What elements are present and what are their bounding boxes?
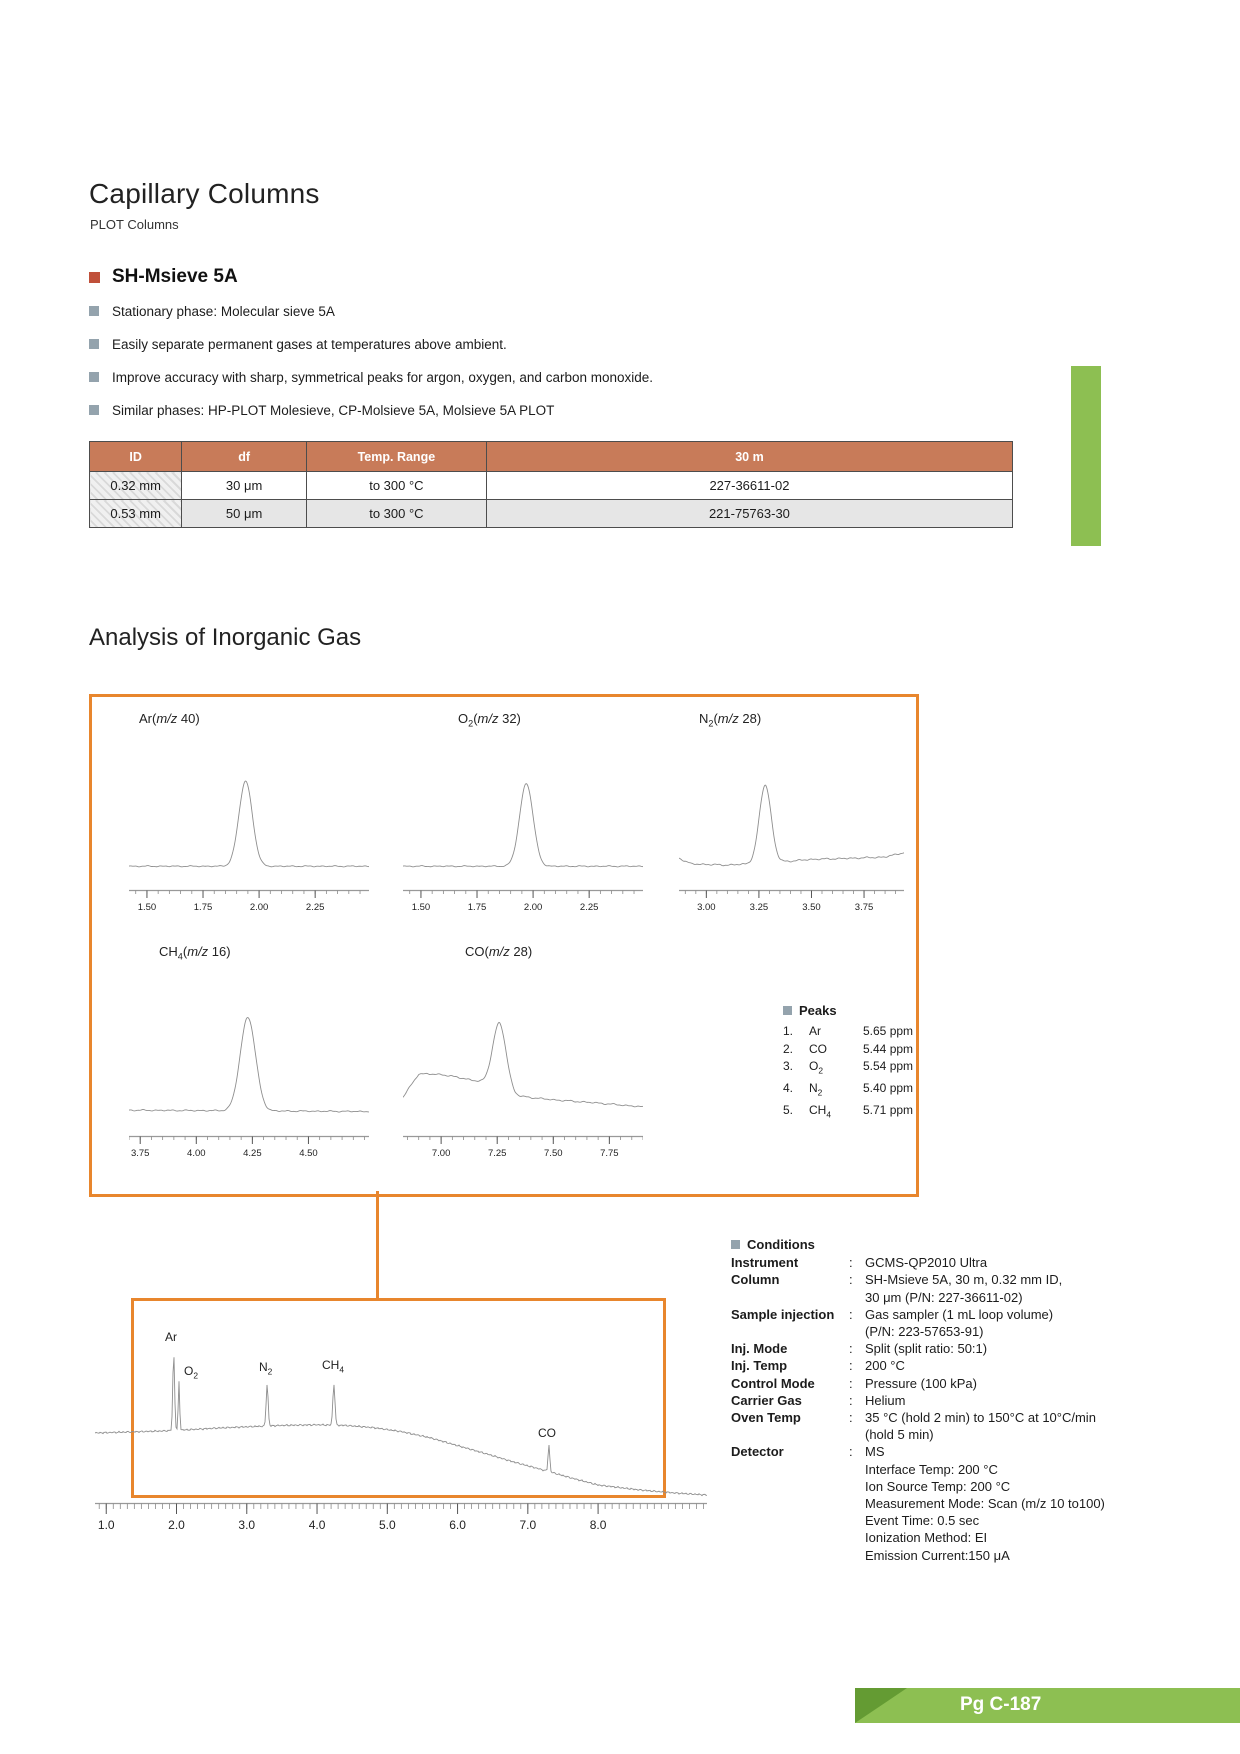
condition-separator: : — [849, 1341, 853, 1357]
time-axis — [679, 889, 904, 918]
svg-text:1.50: 1.50 — [411, 902, 431, 913]
condition-row — [731, 1409, 1171, 1443]
condition-separator: : — [849, 1272, 853, 1288]
condition-label: Inj. Mode — [731, 1341, 788, 1357]
gray-square-bullet-icon — [783, 1006, 792, 1015]
table-row — [90, 500, 1013, 528]
chromatogram-trace — [679, 757, 904, 877]
peak-number: 1. — [783, 1024, 794, 1038]
peak-number: 5. — [783, 1102, 794, 1117]
conditions-header — [731, 1236, 1171, 1253]
condition-separator: : — [849, 1410, 853, 1426]
cell-id: 0.53 mm — [90, 500, 182, 528]
analysis-heading: Analysis of Inorganic Gas — [89, 624, 362, 651]
col-header-id: ID — [90, 442, 182, 472]
condition-label: Carrier Gas — [731, 1392, 802, 1408]
condition-value: Pressure (100 kPa) — [865, 1375, 977, 1391]
condition-label: Column — [731, 1272, 780, 1288]
svg-text:2.25: 2.25 — [579, 902, 599, 913]
mini-chart-ar — [129, 711, 369, 918]
mini-chart-n2 — [679, 711, 904, 918]
condition-value: MS Interface Temp: 200 °C Ion Source Temp: 200 °C Measurement Mode: Scan (m/z 10 to100) Event Time: 0.5 sec Ionization Method: EI Emission Current:150 μA — [865, 1444, 1105, 1563]
chart-title: $CH_4(m/z$ 16) — [159, 944, 231, 962]
svg-text:2.0: 2.0 — [168, 1518, 185, 1532]
time-axis — [403, 889, 643, 918]
mini-chart-ch4 — [129, 944, 369, 1164]
peak-label-ar: Ar — [165, 1330, 177, 1344]
condition-value: Helium — [865, 1392, 906, 1408]
chromatogram-panel — [89, 694, 919, 1197]
peak-label-ch4: $CH_4$ — [322, 1358, 345, 1375]
peak-label-co: CO — [538, 1426, 556, 1440]
feature-text: Easily separate permanent gases at temperatures above ambient. — [112, 337, 507, 352]
peak-compound: $CH_4$ — [809, 1102, 832, 1120]
peak-concentration: 5.44 ppm — [863, 1041, 914, 1056]
legend-item — [783, 1043, 913, 1056]
peak-concentration: 5.54 ppm — [863, 1059, 914, 1073]
svg-text:1.75: 1.75 — [193, 902, 213, 913]
svg-text:3.00: 3.00 — [697, 902, 716, 913]
svg-text:1.50: 1.50 — [137, 902, 157, 913]
peaks-legend-title: Peaks — [799, 1003, 837, 1018]
col-header-df: df — [182, 442, 307, 472]
condition-label: Detector — [731, 1444, 784, 1460]
time-axis — [403, 1135, 643, 1164]
legend-item — [783, 1104, 913, 1121]
legend-item — [783, 1060, 913, 1077]
svg-text:2.25: 2.25 — [305, 902, 325, 913]
peaks-legend-header — [783, 1003, 913, 1018]
time-axis — [129, 1135, 369, 1164]
svg-text:4.00: 4.00 — [187, 1148, 206, 1159]
chromatogram-trace — [129, 988, 369, 1123]
svg-text:3.50: 3.50 — [802, 902, 821, 913]
section-edge-tab — [1071, 366, 1101, 546]
gray-square-bullet-icon — [731, 1240, 740, 1249]
svg-text:1.75: 1.75 — [467, 902, 487, 913]
legend-item — [783, 1082, 913, 1099]
feature-bullet — [89, 337, 507, 352]
time-axis — [129, 889, 369, 918]
chromatogram-trace — [129, 757, 369, 877]
chromatogram-trace — [403, 757, 643, 877]
svg-text:7.25: 7.25 — [487, 1148, 507, 1159]
mini-chart-o2 — [403, 711, 643, 918]
condition-row — [731, 1254, 1171, 1271]
condition-value: 35 °C (hold 2 min) to 150°C at 10°C/min (hold 5 min) — [865, 1410, 1096, 1443]
col-header-temp: Temp. Range — [306, 442, 486, 472]
svg-text:5.0: 5.0 — [378, 1518, 396, 1532]
cell-part-number: 221-75763-30 — [486, 500, 1012, 528]
condition-separator: : — [849, 1392, 853, 1408]
peak-compound: CO — [809, 1041, 827, 1056]
peak-number: 4. — [783, 1080, 794, 1095]
spec-table — [89, 441, 1013, 528]
chromatogram-trace — [95, 1300, 707, 1505]
cell-temp: to 300 °C — [306, 472, 486, 500]
condition-label: Instrument — [731, 1255, 799, 1271]
conditions-panel — [731, 1236, 1171, 1564]
peak-concentration: 5.65 ppm — [863, 1024, 914, 1038]
chromatogram-trace — [403, 988, 643, 1123]
chart-title: $O_2(m/z$ 32) — [458, 711, 521, 729]
table-row — [90, 472, 1013, 500]
condition-label: Oven Temp — [731, 1410, 801, 1426]
peak-concentration: 5.40 ppm — [863, 1080, 914, 1095]
peak-label-o2: $O_2$ — [184, 1364, 199, 1381]
condition-label: Control Mode — [731, 1375, 815, 1391]
condition-label: Sample injection — [731, 1306, 835, 1322]
feature-text: Improve accuracy with sharp, symmetrical peaks for argon, oxygen, and carbon monoxide. — [112, 370, 654, 385]
condition-row — [731, 1443, 1171, 1563]
svg-text:7.0: 7.0 — [519, 1518, 537, 1532]
footer-banner — [855, 1688, 1240, 1723]
page-number: Pg C-187 — [960, 1694, 1042, 1715]
peak-number: 3. — [783, 1059, 794, 1073]
condition-label: Inj. Temp — [731, 1358, 788, 1374]
feature-text: Stationary phase: Molecular sieve 5A — [112, 304, 335, 319]
gray-square-bullet-icon — [89, 339, 99, 349]
peak-concentration: 5.71 ppm — [863, 1102, 914, 1117]
feature-bullet — [89, 304, 335, 319]
feature-bullet — [89, 370, 653, 385]
svg-text:3.0: 3.0 — [238, 1518, 256, 1532]
gray-square-bullet-icon — [89, 306, 99, 316]
gray-square-bullet-icon — [89, 372, 99, 382]
condition-value: 200 °C — [865, 1358, 905, 1374]
condition-separator: : — [849, 1444, 853, 1460]
cell-df: 50 μm — [182, 500, 307, 528]
zoom-connector-line — [376, 1191, 379, 1298]
condition-separator: : — [849, 1306, 853, 1322]
legend-item — [783, 1025, 913, 1038]
cell-part-number: 227-36611-02 — [486, 472, 1012, 500]
svg-text:4.50: 4.50 — [299, 1148, 318, 1159]
col-header-30m: 30 m — [486, 442, 1012, 472]
feature-bullet — [89, 403, 554, 418]
condition-separator: : — [849, 1375, 853, 1391]
product-heading — [89, 266, 238, 288]
condition-value: SH-Msieve 5A, 30 m, 0.32 mm ID, 30 μm (P/N: 227-36611-02) — [865, 1272, 1063, 1305]
page-title: Capillary Columns — [89, 178, 320, 209]
svg-text:2.00: 2.00 — [249, 902, 269, 913]
red-square-marker-icon — [89, 272, 100, 283]
svg-text:6.0: 6.0 — [449, 1518, 466, 1532]
conditions-title: Conditions — [747, 1237, 815, 1252]
svg-text:4.0: 4.0 — [308, 1518, 326, 1532]
time-axis — [95, 1502, 707, 1539]
peak-number: 2. — [783, 1041, 794, 1056]
peaks-legend — [783, 1003, 913, 1126]
chart-title: CO(m/z 28) — [465, 944, 533, 959]
peak-compound: Ar — [809, 1024, 821, 1038]
peak-compound: $N_2$ — [809, 1080, 823, 1098]
chart-title: Ar(m/z 40) — [139, 711, 200, 726]
gray-square-bullet-icon — [89, 405, 99, 415]
chart-title: $N_2(m/z$ 28) — [699, 711, 762, 729]
condition-row — [731, 1340, 1171, 1357]
svg-text:3.75: 3.75 — [854, 902, 874, 913]
condition-row — [731, 1306, 1171, 1340]
cell-temp: to 300 °C — [306, 500, 486, 528]
svg-text:3.75: 3.75 — [130, 1148, 150, 1159]
svg-text:7.75: 7.75 — [600, 1148, 619, 1159]
svg-text:8.0: 8.0 — [589, 1518, 607, 1532]
cell-id: 0.32 mm — [90, 472, 182, 500]
peak-compound: $O_2$ — [809, 1059, 824, 1076]
condition-separator: : — [849, 1358, 853, 1374]
feature-text: Similar phases: HP-PLOT Molesieve, CP-Molsieve 5A, Molsieve 5A PLOT — [112, 403, 555, 418]
condition-value: GCMS-QP2010 Ultra — [865, 1255, 988, 1271]
overview-chromatogram — [95, 1300, 707, 1500]
cell-df: 30 μm — [182, 472, 307, 500]
condition-row — [731, 1375, 1171, 1392]
mini-chart-co — [403, 944, 643, 1164]
condition-row — [731, 1271, 1171, 1305]
svg-text:4.25: 4.25 — [243, 1148, 262, 1159]
svg-text:1.0: 1.0 — [97, 1518, 115, 1532]
condition-row — [731, 1392, 1171, 1409]
page-subtitle: PLOT Columns — [90, 217, 179, 232]
condition-row — [731, 1357, 1171, 1374]
svg-text:7.00: 7.00 — [431, 1148, 451, 1159]
footer-fold-icon — [855, 1688, 907, 1723]
svg-text:7.50: 7.50 — [544, 1148, 563, 1159]
condition-value: Split (split ratio: 50:1) — [865, 1341, 988, 1357]
condition-value: Gas sampler (1 mL loop volume) (P/N: 223-57653-91) — [865, 1306, 1054, 1340]
svg-text:3.25: 3.25 — [749, 902, 769, 913]
peak-label-n2: $N_2$ — [259, 1360, 273, 1377]
product-name: SH-Msieve 5A — [112, 266, 238, 287]
condition-separator: : — [849, 1255, 853, 1271]
svg-text:2.00: 2.00 — [523, 902, 543, 913]
spec-table-header-row — [90, 442, 1013, 472]
